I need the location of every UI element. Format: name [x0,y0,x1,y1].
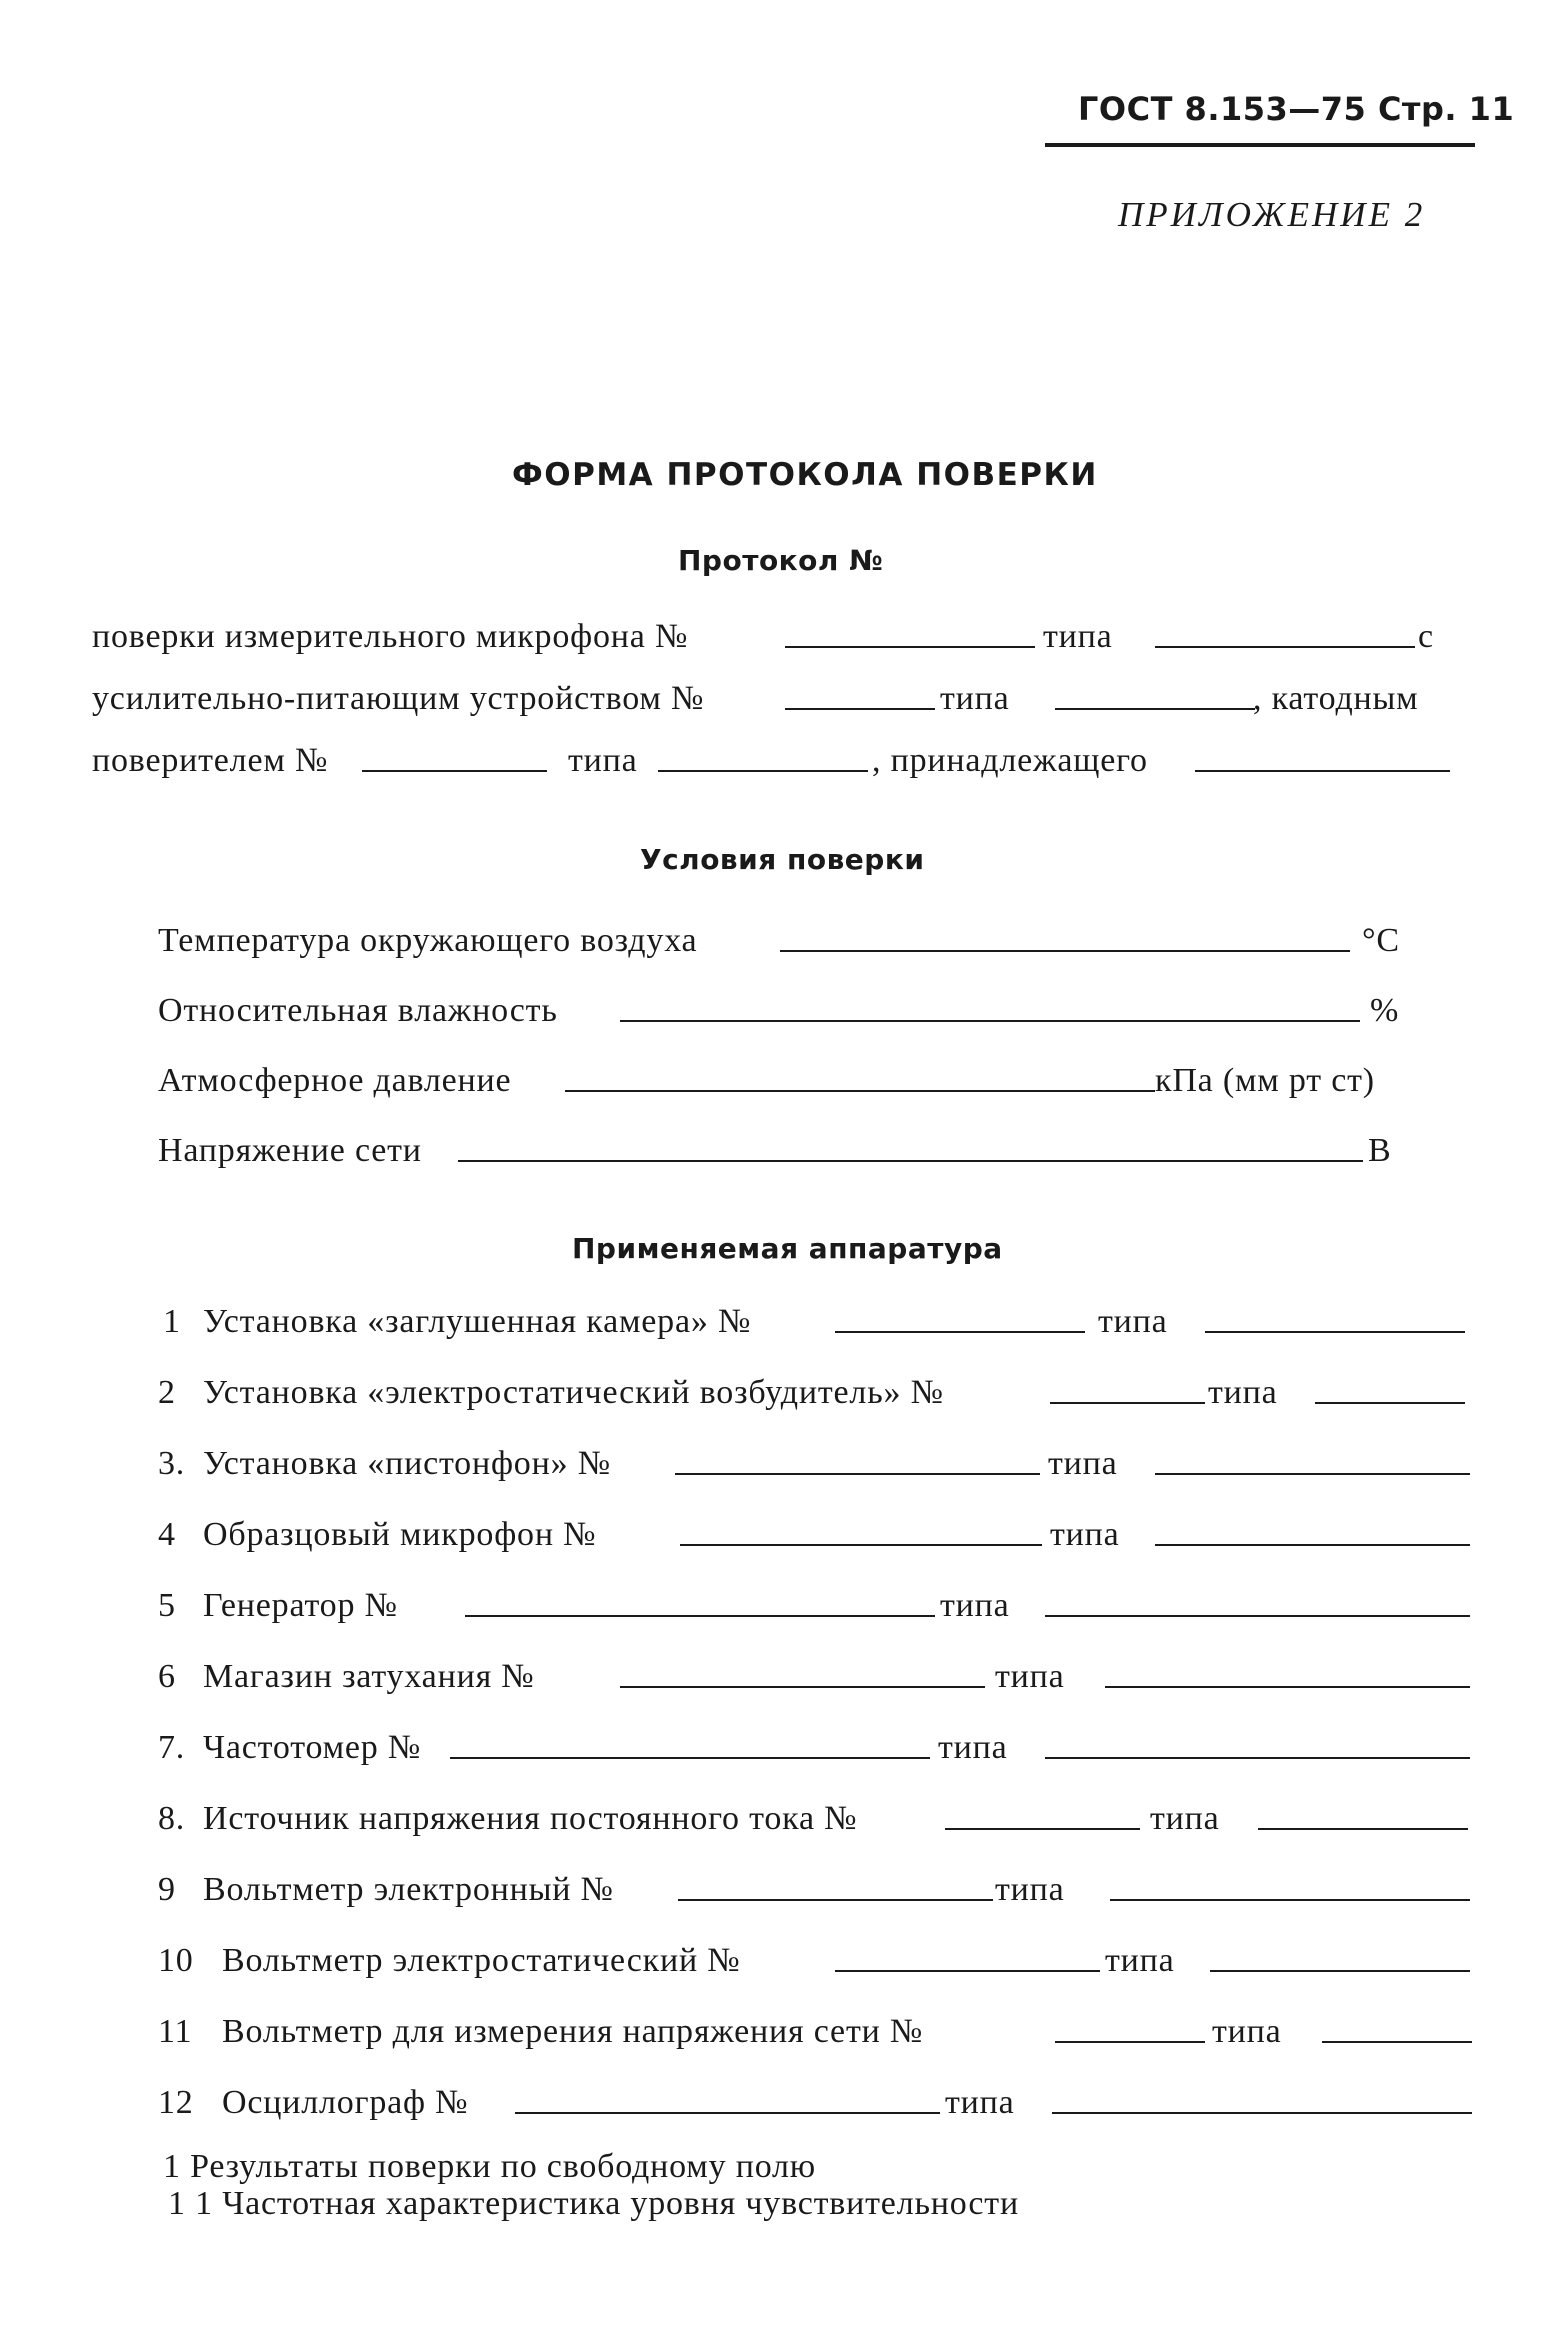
apparatus-number-field[interactable] [675,1473,1040,1475]
apparatus-label: Частотомер № [203,1729,422,1766]
intro-line2-label: усилительно-питающим устройством № [92,680,705,717]
apparatus-type-label: типа [938,1729,1008,1766]
microphone-type-field[interactable] [1155,646,1415,648]
intro-line2-end: , катодным [1253,680,1419,717]
results-subheading: 1 1 Частотная характеристика уровня чувствительности [168,2185,1019,2222]
condition-label: Атмосферное давление [158,1062,512,1099]
apparatus-type-field[interactable] [1110,1899,1470,1901]
intro-line3-end: , принадлежащего [872,742,1148,779]
apparatus-number: 7. [158,1729,186,1766]
voltage-field[interactable] [458,1160,1363,1162]
microphone-number-field[interactable] [785,646,1035,648]
apparatus-label: Источник напряжения постоянного тока № [203,1800,858,1837]
apparatus-number-field[interactable] [1055,2041,1205,2043]
condition-unit: В [1368,1132,1392,1169]
protocol-number-label: Протокол № [678,544,884,577]
apparatus-type-field[interactable] [1105,1686,1470,1688]
apparatus-type-label: типа [1098,1303,1168,1340]
apparatus-number-field[interactable] [945,1828,1140,1830]
verifier-type-field[interactable] [658,770,868,772]
amplifier-type-field[interactable] [1055,708,1255,710]
apparatus-type-field[interactable] [1322,2041,1472,2043]
apparatus-type-label: типа [1048,1445,1118,1482]
intro-line1-type-label: типа [1043,618,1113,655]
condition-label: Температура окружающего воздуха [158,922,698,959]
apparatus-label: Установка «заглушенная камера» № [203,1303,752,1340]
apparatus-type-field[interactable] [1155,1544,1470,1546]
apparatus-label: Вольтметр для измерения напряжения сети № [222,2013,924,2050]
conditions-heading: Условия поверки [640,843,925,876]
apparatus-type-label: типа [1208,1374,1278,1411]
apparatus-heading: Применяемая аппаратура [572,1232,1003,1265]
apparatus-label: Образцовый микрофон № [203,1516,597,1553]
apparatus-type-field[interactable] [1052,2112,1472,2114]
apparatus-number-field[interactable] [620,1686,985,1688]
intro-line3-label: поверителем № [92,742,329,779]
condition-label: Относительная влажность [158,992,558,1029]
apparatus-label: Вольтметр электростатический № [222,1942,741,1979]
results-heading: 1 Результаты поверки по свободному полю [163,2148,817,2185]
apparatus-type-field[interactable] [1258,1828,1468,1830]
apparatus-number-field[interactable] [1050,1402,1205,1404]
apparatus-label: Генератор № [203,1587,398,1624]
apparatus-type-field[interactable] [1210,1970,1470,1972]
apparatus-type-label: типа [940,1587,1010,1624]
apparatus-type-label: типа [1212,2013,1282,2050]
apparatus-type-label: типа [945,2084,1015,2121]
intro-line2-type-label: типа [940,680,1010,717]
apparatus-number: 2 [158,1374,176,1411]
intro-line3-type-label: типа [568,742,638,779]
apparatus-number: 4 [158,1516,176,1553]
apparatus-type-label: типа [1150,1800,1220,1837]
intro-line1-label: поверки измерительного микрофона № [92,618,689,655]
apparatus-number-field[interactable] [450,1757,930,1759]
temperature-field[interactable] [780,950,1350,952]
apparatus-number: 11 [158,2013,193,2050]
apparatus-number: 5 [158,1587,176,1624]
apparatus-number: 1 [163,1303,181,1340]
apparatus-type-field[interactable] [1205,1331,1465,1333]
apparatus-number-field[interactable] [680,1544,1042,1546]
apparatus-number-field[interactable] [515,2112,940,2114]
apparatus-label: Установка «пистонфон» № [203,1445,611,1482]
apparatus-type-field[interactable] [1315,1402,1465,1404]
apparatus-type-label: типа [1050,1516,1120,1553]
apparatus-number: 12 [158,2084,194,2121]
apparatus-type-field[interactable] [1155,1473,1470,1475]
apparatus-number: 6 [158,1658,176,1695]
apparatus-number-field[interactable] [835,1970,1100,1972]
apparatus-number-field[interactable] [835,1331,1085,1333]
condition-unit: % [1370,992,1400,1029]
humidity-field[interactable] [620,1020,1360,1022]
apparatus-type-label: типа [1105,1942,1175,1979]
intro-line1-end: с [1418,618,1434,655]
apparatus-label: Вольтметр электронный № [203,1871,614,1908]
owner-field[interactable] [1195,770,1450,772]
apparatus-label: Осциллограф № [222,2084,469,2121]
apparatus-type-field[interactable] [1045,1615,1470,1617]
apparatus-number: 8. [158,1800,186,1837]
appendix-label: ПРИЛОЖЕНИЕ 2 [1118,195,1426,234]
apparatus-type-field[interactable] [1045,1757,1470,1759]
condition-unit: °С [1362,922,1400,959]
pressure-field[interactable] [565,1090,1155,1092]
apparatus-number-field[interactable] [465,1615,935,1617]
form-title: ФОРМА ПРОТОКОЛА ПОВЕРКИ [512,457,1098,493]
standard-page-header: ГОСТ 8.153—75 Стр. 11 [1078,90,1515,128]
apparatus-label: Установка «электростатический возбудитель» № [203,1374,944,1411]
verifier-number-field[interactable] [362,770,547,772]
header-rule [1045,143,1475,147]
apparatus-number: 9 [158,1871,176,1908]
apparatus-type-label: типа [995,1871,1065,1908]
amplifier-number-field[interactable] [785,708,935,710]
apparatus-number: 10 [158,1942,194,1979]
apparatus-type-label: типа [995,1658,1065,1695]
condition-label: Напряжение сети [158,1132,422,1169]
apparatus-label: Магазин затухания № [203,1658,535,1695]
condition-unit: кПа (мм рт ст) [1155,1062,1375,1099]
apparatus-number-field[interactable] [678,1899,993,1901]
apparatus-number: 3. [158,1445,186,1482]
